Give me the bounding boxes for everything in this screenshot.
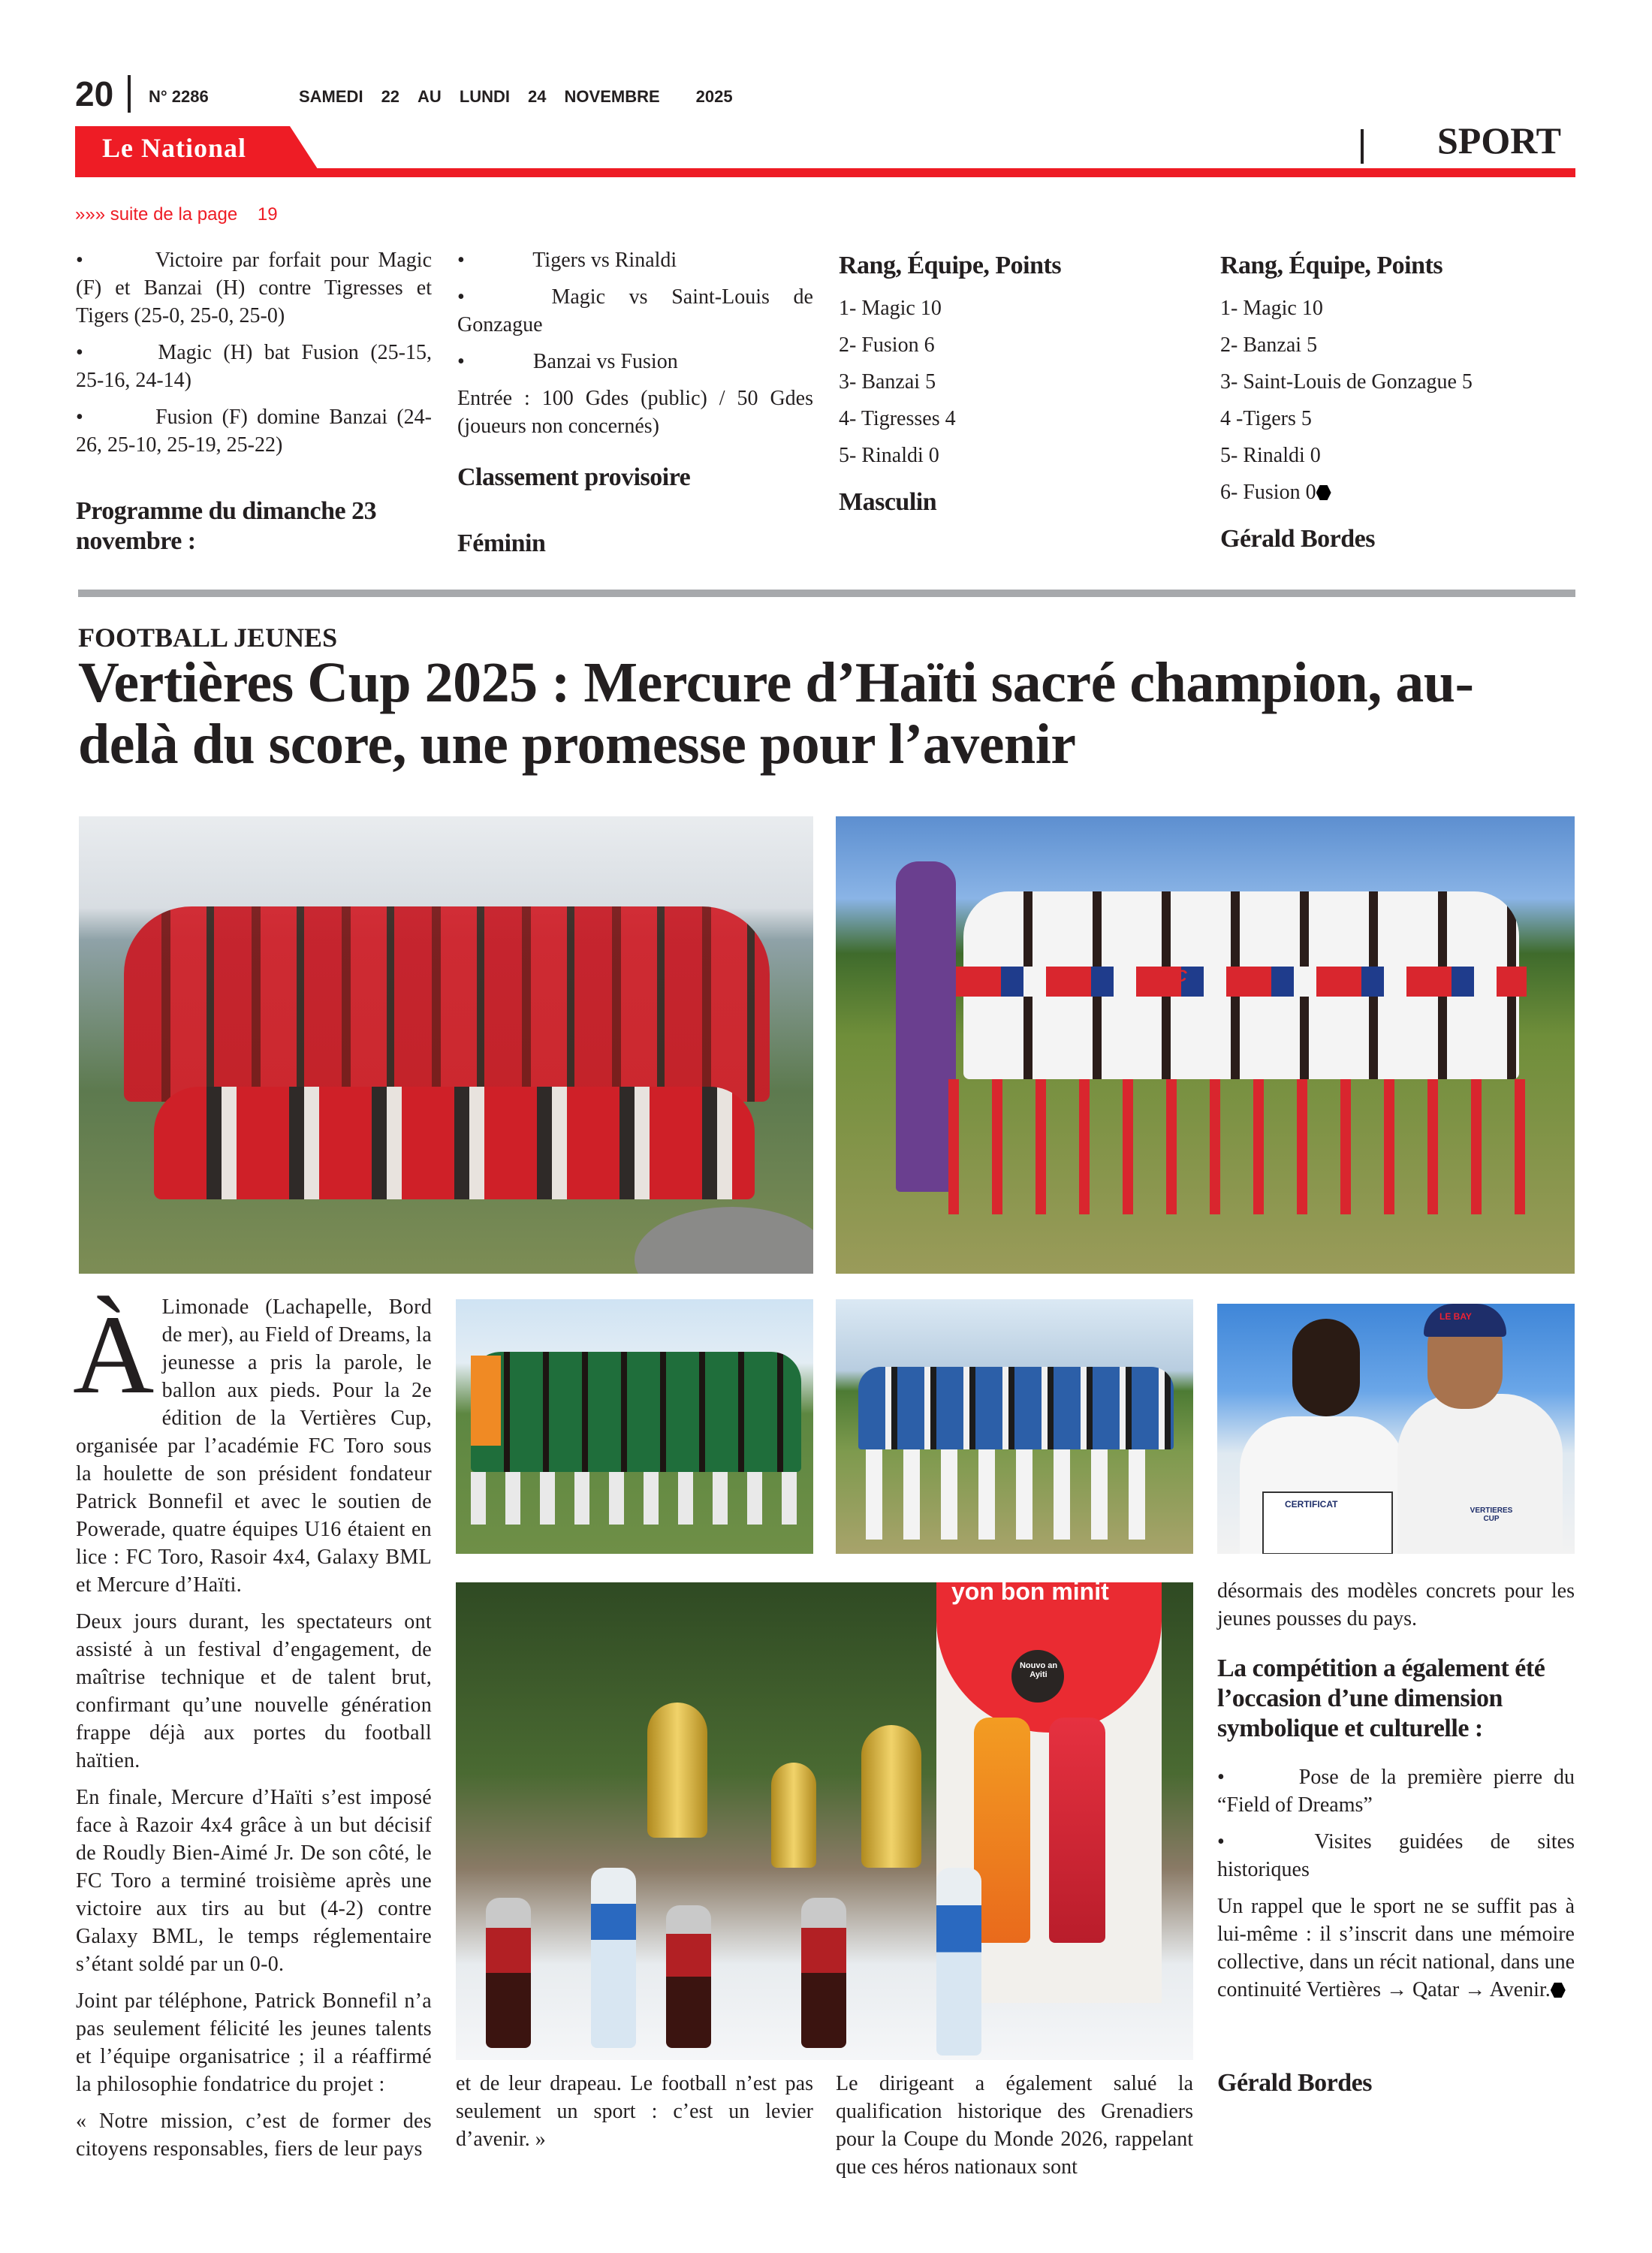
continuation-note bbox=[75, 204, 278, 225]
female-standings bbox=[839, 251, 1195, 517]
date-part: 2025 bbox=[695, 87, 733, 106]
header-divider bbox=[128, 75, 131, 113]
program-text: • Tigers vs Rinaldi bbox=[457, 249, 677, 272]
date-part: AU bbox=[418, 87, 442, 106]
result-item bbox=[76, 246, 432, 330]
page-number: 20 bbox=[75, 74, 114, 113]
result-item bbox=[76, 403, 432, 459]
award-ceremony-photo bbox=[1217, 1304, 1575, 1554]
continuation-page: 19 bbox=[257, 204, 278, 225]
standing-row: 2- Banzai 5 bbox=[1220, 333, 1318, 357]
brand-logo: Le National bbox=[102, 133, 247, 163]
marching-band-photo bbox=[836, 1299, 1193, 1554]
issue-number: N° 2286 bbox=[149, 87, 209, 106]
date-part: NOVEMBRE bbox=[564, 87, 660, 106]
standing-row: 2- Fusion 6 bbox=[839, 333, 935, 357]
issue-date bbox=[299, 87, 733, 107]
male-standings bbox=[1220, 251, 1576, 554]
program-column bbox=[457, 246, 813, 559]
results-column bbox=[76, 246, 432, 556]
standing-row: 3- Saint-Louis de Gonzague 5 bbox=[1220, 370, 1473, 394]
article-paragraph: Le dirigeant a également salué la qualification historique des Grenadiers pour la Coupe du Monde 2026, rappelant que ces héros nationaux sont bbox=[836, 2072, 1193, 2179]
article-paragraph: Joint par téléphone, Patrick Bonnefil n’a pas seulement félicité les jeunes talents et l’équipe organisatrice ; il a réaffirmé la philosophie fondatrice du projet : bbox=[76, 1989, 432, 2096]
team-red-photo bbox=[79, 816, 813, 1274]
standings-columns-heading: Rang, Équipe, Points bbox=[839, 252, 1062, 279]
bullet-item bbox=[1217, 1763, 1575, 1819]
program-text: • Magic vs Saint-Louis de Gonzague bbox=[457, 285, 813, 336]
drop-cap: À bbox=[73, 1292, 155, 1417]
header-red-rule bbox=[75, 168, 1575, 177]
banner-text: yon bon minit bbox=[951, 1582, 1109, 1605]
date-part: 22 bbox=[381, 87, 400, 106]
end-mark-icon bbox=[1316, 485, 1331, 500]
article-column-4 bbox=[1217, 1577, 1575, 2098]
date-part: SAMEDI bbox=[299, 87, 363, 106]
program-item bbox=[457, 283, 813, 339]
article-paragraph: désormais des modèles concrets pour les jeunes pousses du pays. bbox=[1217, 1579, 1575, 1630]
entry-fee: Entrée : 100 Gdes (public) / 50 Gdes (joueurs non concernés) bbox=[457, 387, 813, 438]
article-paragraph: Deux jours durant, les spectateurs ont assisté à un festival d’engagement, de maîtrise technique et de talent brut, confirmant qu’une nouvelle génération frappe déjà aux portes du football haïtien. bbox=[76, 1610, 432, 1772]
date-part: LUNDI bbox=[459, 87, 511, 106]
result-item bbox=[76, 339, 432, 394]
bullet-text: • Pose de la première pierre du “Field of Dreams” bbox=[1217, 1766, 1575, 1817]
certificate-text: CERTIFICAT bbox=[1285, 1499, 1338, 1510]
article-column-1 bbox=[73, 1292, 432, 2172]
result-text: • Magic (H) bat Fusion (25-15, 25-16, 24-14) bbox=[76, 341, 432, 392]
program-heading: Programme du dimanche 23 novembre : bbox=[76, 497, 377, 555]
continuation-text: »»» suite de la page bbox=[75, 204, 238, 225]
jersey-sponsor-text: DNC bbox=[1151, 967, 1187, 985]
author-signature: Gérald Bordes bbox=[1217, 2069, 1372, 2097]
program-text: • Banzai vs Fusion bbox=[457, 350, 678, 373]
cap-logo-text: LE BAY bbox=[1439, 1311, 1472, 1322]
standing-row: 3- Banzai 5 bbox=[839, 370, 936, 394]
section-title: SPORT bbox=[1437, 119, 1561, 161]
standing-row: 4- Tigresses 4 bbox=[839, 407, 956, 430]
trophies-photo bbox=[456, 1582, 1193, 2060]
program-item bbox=[457, 246, 813, 274]
standing-row: 4 -Tigers 5 bbox=[1220, 407, 1312, 430]
article-column-2 bbox=[456, 2070, 813, 2162]
article-paragraph: « Notre mission, c’est de former des citoyens responsables, fiers de leur pays bbox=[76, 2110, 432, 2161]
standing-row: 5- Rinaldi 0 bbox=[839, 444, 939, 467]
female-heading: Féminin bbox=[457, 529, 546, 557]
standing-row bbox=[1220, 478, 1576, 506]
section-divider bbox=[1361, 129, 1364, 164]
article-column-3 bbox=[836, 2070, 1193, 2190]
article-paragraph: et de leur drapeau. Le football n’est pas seulement un sport : c’est un levier d’avenir. » bbox=[456, 2072, 813, 2151]
article-kicker: FOOTBALL JEUNES bbox=[78, 623, 338, 653]
section-separator bbox=[78, 590, 1575, 597]
badge-text: Nouvo an Ayiti bbox=[1019, 1661, 1058, 1679]
standings-columns-heading: Rang, Équipe, Points bbox=[1220, 252, 1443, 279]
team-white-photo bbox=[836, 816, 1575, 1274]
standings-heading: Classement provisoire bbox=[457, 463, 691, 491]
standing-row: 1- Magic 10 bbox=[1220, 297, 1323, 320]
author-signature: Gérald Bordes bbox=[1220, 525, 1375, 553]
article-headline: Vertières Cup 2025 : Mercure d’Haïti sacré champion, au-delà du score, une promesse pour l’avenir bbox=[78, 651, 1474, 776]
cup-logo-text: VERTIERES CUP bbox=[1470, 1507, 1513, 1523]
article-paragraph bbox=[1217, 1893, 1575, 2004]
article-paragraph: En finale, Mercure d’Haïti s’est imposé face à Razoir 4x4 grâce à un but décisif de Roudly Bien-Aimé Jr. De son côté, le FC Toro a terminé troisième après une victoire aux tirs au but (4-2) contre Galaxy BML, le temps réglementaire s’étant soldé par un 0-0. bbox=[76, 1786, 432, 1976]
standing-row: 1- Magic 10 bbox=[839, 297, 942, 320]
end-mark-icon bbox=[1551, 1983, 1566, 1998]
team-green-photo bbox=[456, 1299, 813, 1554]
standing-text: 6- Fusion 0 bbox=[1220, 481, 1316, 504]
article-paragraph: Limonade (Lachapelle, Bord de mer), au Field of Dreams, la jeunesse a pris la parole, le ballon aux pieds. Pour la 2e édition de la Vertières Cup, organisée par l’académie FC Toro sous la houlette de son président fondateur Patrick Bonnefil et avec le soutien de Powerade, quatre équipes U16 étaient en lice : FC Toro, Rasoir 4x4, Galaxy BML et Mercure d’Haïti. bbox=[76, 1295, 432, 1597]
program-item bbox=[457, 348, 813, 376]
standing-row: 5- Rinaldi 0 bbox=[1220, 444, 1321, 467]
article-subheading: La compétition a également été l’occasion d’une dimension symbolique et culturelle : bbox=[1217, 1654, 1545, 1742]
closing-text: Un rappel que le sport ne se suffit pas à lui-même : il s’inscrit dans une mémoire collective, dans un récit national, dans une continuité Vertières → Qatar → Avenir. bbox=[1217, 1895, 1575, 2001]
male-heading: Masculin bbox=[839, 488, 937, 516]
date-part: 24 bbox=[528, 87, 547, 106]
result-text: • Fusion (F) domine Banzai (24-26, 25-10, 25-19, 25-22) bbox=[76, 406, 432, 457]
bullet-item bbox=[1217, 1828, 1575, 1884]
result-text: • Victoire par forfait pour Magic (F) et Banzai (H) contre Tigresses et Tigers (25-0, 25-0, 25-0) bbox=[76, 249, 433, 327]
bullet-text: • Visites guidées de sites historiques bbox=[1217, 1830, 1575, 1881]
